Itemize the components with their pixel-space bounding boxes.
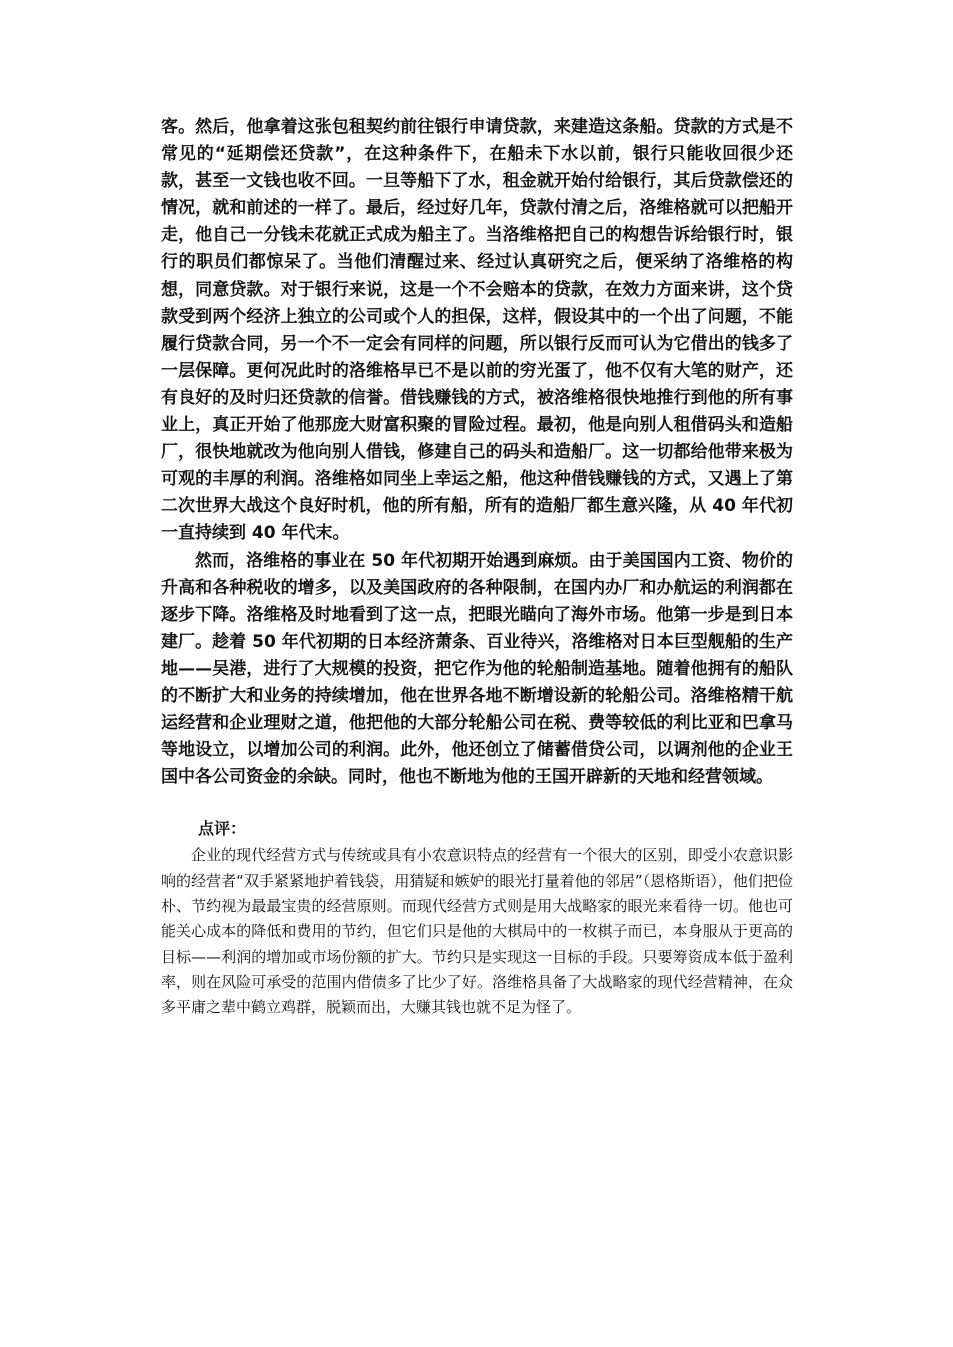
- review-section: [161, 817, 793, 1020]
- review-title: 点评：: [198, 819, 247, 839]
- review-body: 企业的现代经营方式与传统或具有小农意识特点的经营有一个很大的区别，即受小农意识影响的经营者“双手紧紧地护着钱袋，用猜疑和嫉妒的眼光打量着他的邻居”（恩格斯语），他们把俭朴、节约视为最最宝贵的经营原则。而现代经营方式则是用大战略家的眼光来看待一切。他也可能关心成本的降低和费用的节约，但它们只是他的大棋局中的一枚棋子而已，本身服从于更高的目标——利润的增加或市场份额的扩大。节约只是实现这一目标的手段。只要筹资成本低于盈利率，则在风险可承受的范围内借债多了比少了好。洛维格具备了大战略家的现代经营精神，在众多平庸之辈中鹤立鸡群，脱颖而出，大赚其钱也就不足为怪了。: [161, 846, 793, 1017]
- article-paragraph-2: 然而，洛维格的事业在 50 年代初期开始遇到麻烦。由于美国国内工资、物价的升高和各种税收的增多，以及美国政府的各种限制，在国内办厂和办航运的利润都在逐步下降。洛维格及时地看到了这一点，把眼光瞄向了海外市场。他第一步是到日本建厂。趁着 50 年代初期的日本经济萧条、百业待兴，洛维格对日本巨型舰船的生产地——吴港，进行了大规模的投资，把它作为他的轮船制造基地。随着他拥有的船队的不断扩大和业务的持续增加，他在世界各地不断增设新的轮船公司。洛维格精干航运经营和企业理财之道，他把他的大部分轮船公司在税、费等较低的利比亚和巴拿马等地设立，以增加公司的利润。此外，他还创立了储蓄借贷公司，以调剂他的企业王国中各公司资金的余缺。同时，他也不断地为他的王国开辟新的天地和经营领域。: [161, 550, 793, 788]
- article-paragraph-1: 客。然后，他拿着这张包租契约前往银行申请贷款，来建造这条船。贷款的方式是不常见的“延期偿还贷款”，在这种条件下，在船未下水以前，银行只能收回很少还款，甚至一文钱也收不回。一旦等船下了水，租金就开始付给银行，其后贷款偿还的情况，就和前述的一样了。最后，经过好几年，贷款付清之后，洛维格就可以把船开走，他自己一分钱未花就正式成为船主了。当洛维格把自己的构想告诉给银行时，银行的职员们都惊呆了。当他们清醒过来、经过认真研究之后，便采纳了洛维格的构想，同意贷款。对于银行来说，这是一个不会赔本的贷款，在效力方面来讲，这个贷款受到两个经济上独立的公司或个人的担保，这样，假设其中的一个出了问题，不能履行贷款合同，另一个不一定会有同样的问题，所以银行反而可认为它借出的钱多了一层保障。更何况此时的洛维格早已不是以前的穷光蛋了，他不仅有大笔的财产，还有良好的及时归还贷款的信誉。借钱赚钱的方式，被洛维格很快地推行到他的所有事业上，真正开始了他那庞大财富积聚的冒险过程。最初，他是向别人租借码头和造船厂，很快地就改为他向别人借钱，修建自己的码头和造船厂。这一切都给他带来极为可观的丰厚的利润。洛维格如同坐上幸运之船，他这种借钱赚钱的方式，又遇上了第二次世界大战这个良好时机，他的所有船，所有的造船厂都生意兴隆，从 40 年代初一直持续到 40 年代末。: [161, 117, 793, 544]
- article-body: [161, 114, 793, 791]
- document-page: [161, 114, 793, 1020]
